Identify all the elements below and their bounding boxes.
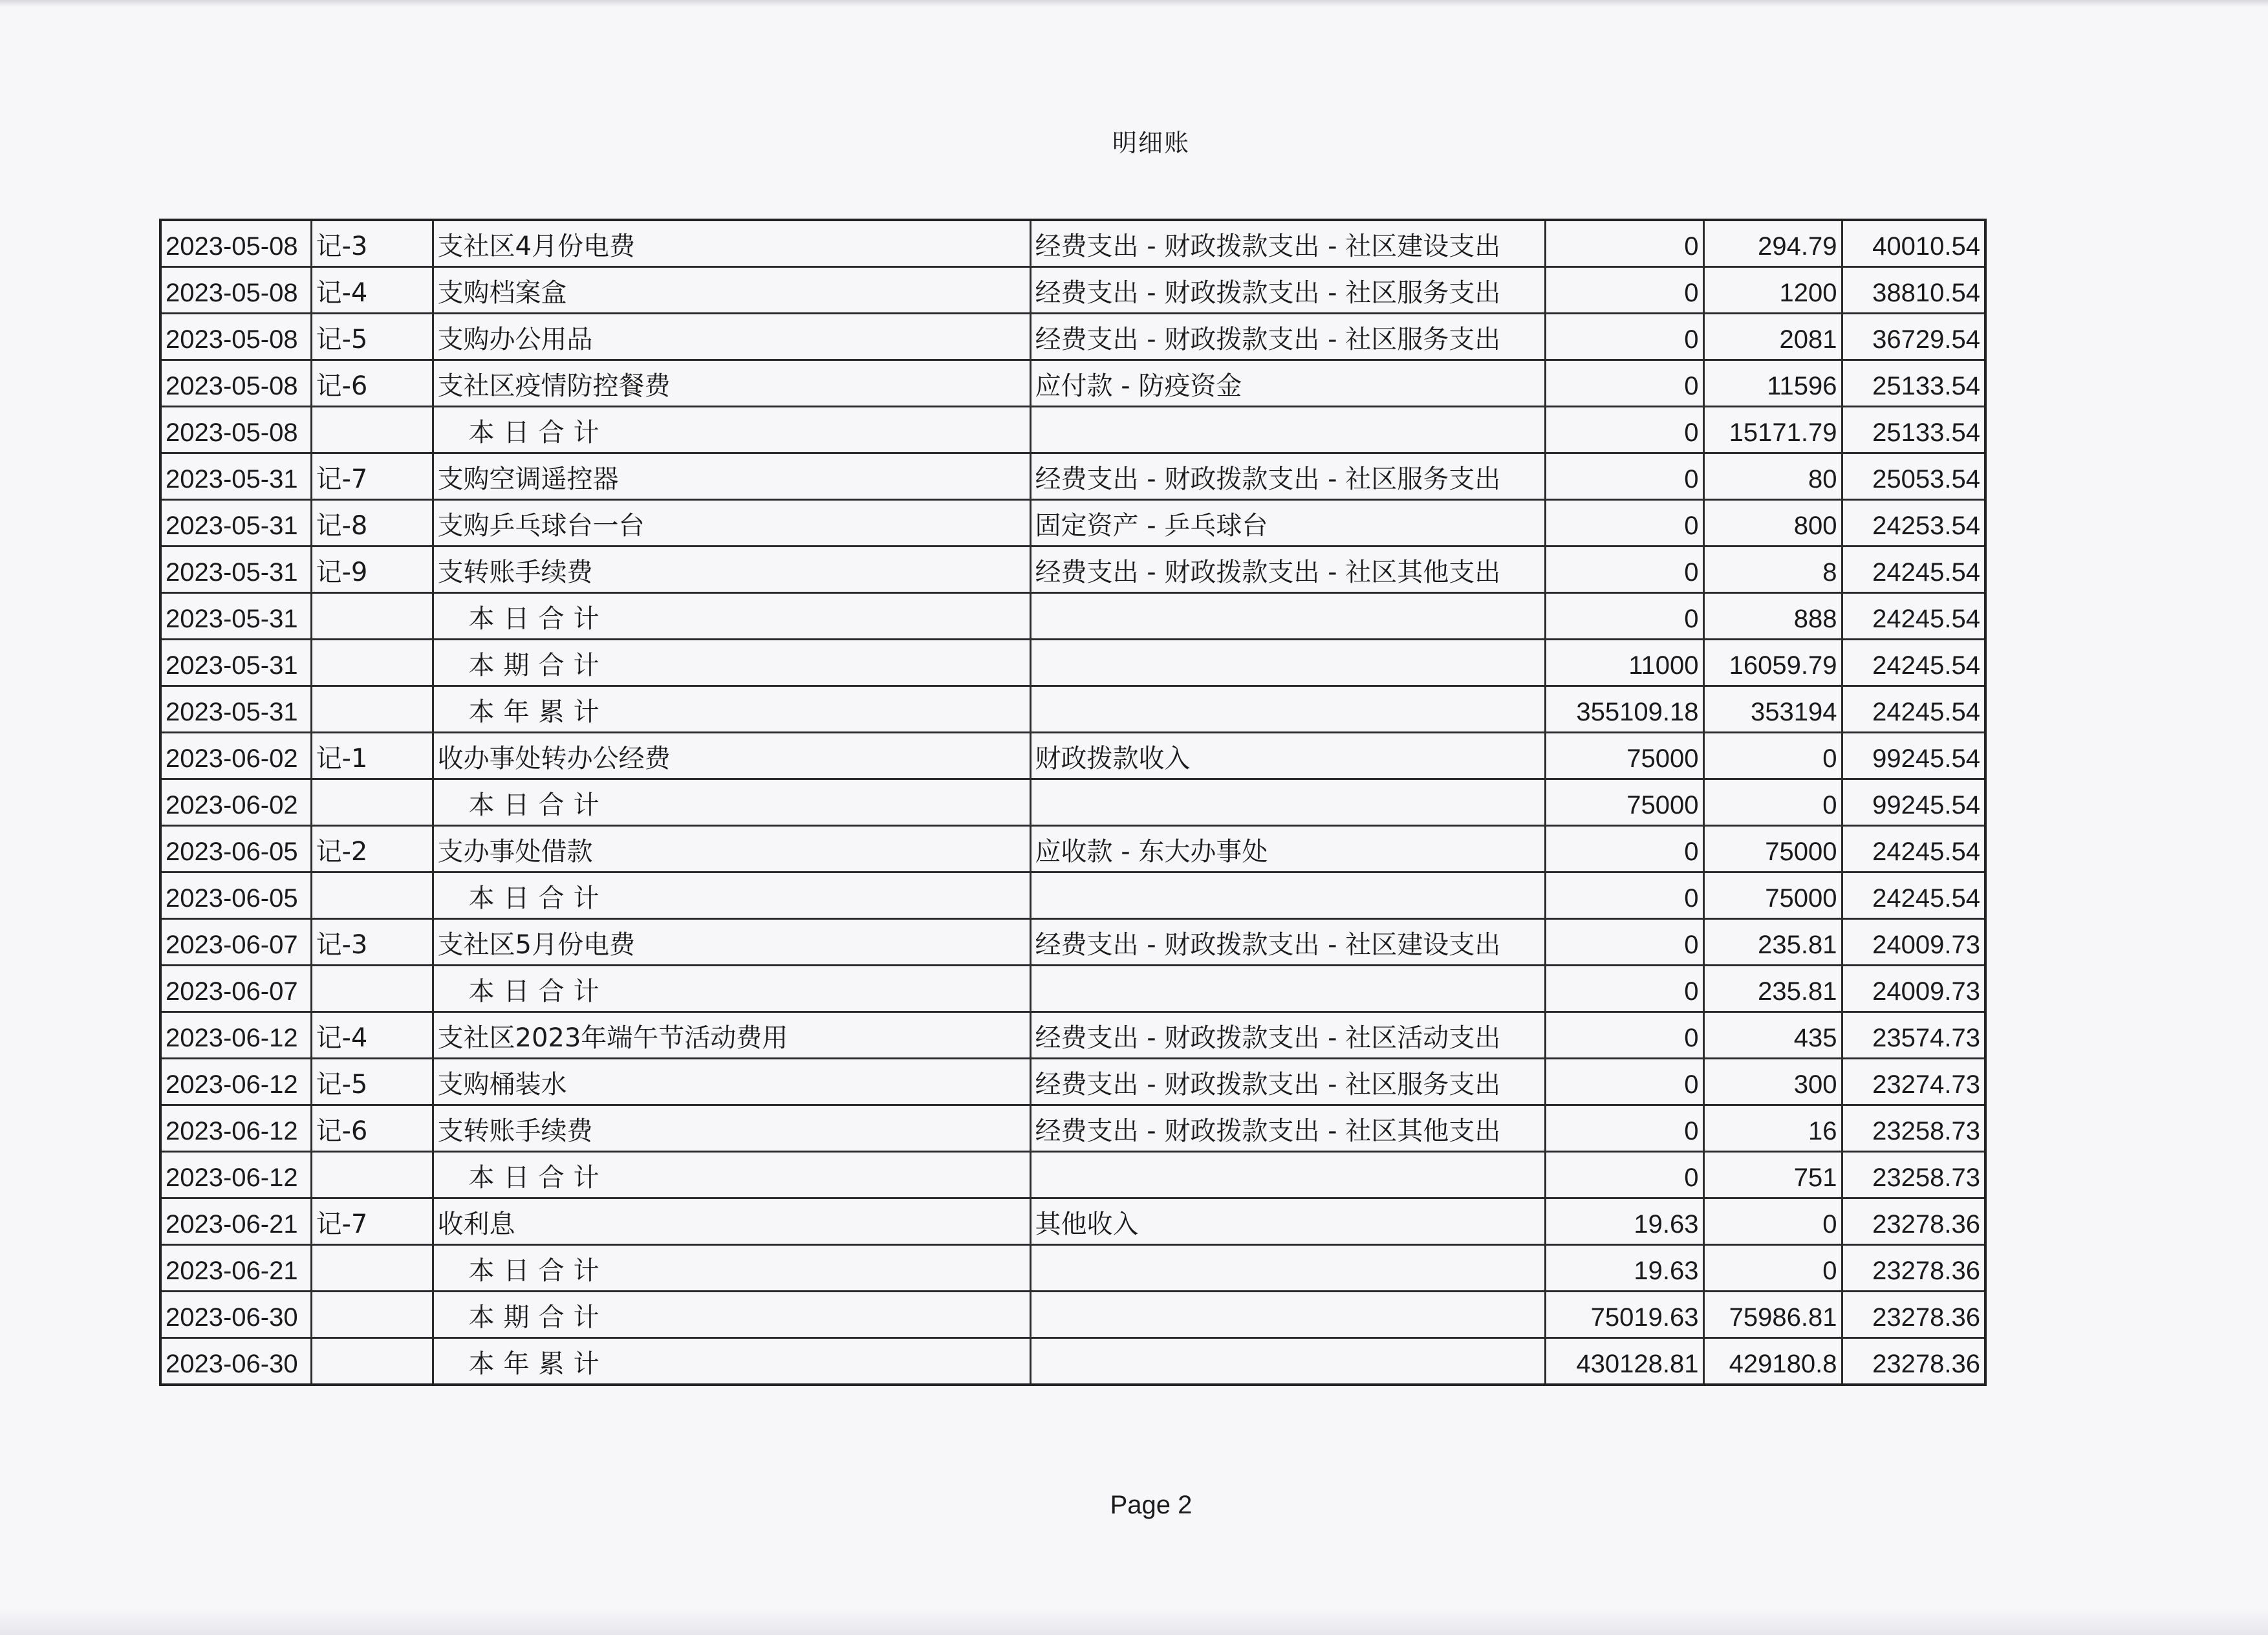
scan-edge-top	[0, 0, 2268, 6]
account-cell	[1030, 872, 1545, 919]
summary-cell: 本日合计	[433, 407, 1030, 453]
balance-cell: 99245.54	[1842, 733, 1985, 779]
table-row	[160, 267, 1985, 314]
debit-cell: 0	[1545, 966, 1703, 1012]
balance-cell: 23258.73	[1842, 1152, 1985, 1198]
total-row	[160, 1152, 1985, 1198]
credit-cell: 75000	[1703, 872, 1842, 919]
date-cell: 2023-06-12	[160, 1152, 311, 1198]
voucher-cell	[311, 640, 433, 686]
credit-cell: 16	[1703, 1105, 1842, 1152]
account-cell	[1030, 779, 1545, 826]
debit-cell: 0	[1545, 1105, 1703, 1152]
balance-cell: 23278.36	[1842, 1245, 1985, 1292]
credit-cell: 300	[1703, 1059, 1842, 1105]
summary-cell: 本日合计	[433, 1245, 1030, 1292]
table-row	[160, 1059, 1985, 1105]
voucher-cell: 记-7	[311, 1198, 433, 1245]
account-cell	[1030, 686, 1545, 733]
debit-cell: 0	[1545, 593, 1703, 640]
summary-cell: 支社区5月份电费	[433, 919, 1030, 966]
account-cell: 财政拨款收入	[1030, 733, 1545, 779]
summary-cell: 支转账手续费	[433, 547, 1030, 593]
table-row	[160, 1105, 1985, 1152]
table-row	[160, 1198, 1985, 1245]
total-row	[160, 593, 1985, 640]
voucher-cell: 记-3	[311, 220, 433, 267]
table-row	[160, 360, 1985, 407]
debit-cell: 75019.63	[1545, 1292, 1703, 1338]
voucher-cell: 记-3	[311, 919, 433, 966]
voucher-cell: 记-4	[311, 1012, 433, 1059]
summary-cell: 支购空调遥控器	[433, 453, 1030, 500]
account-cell: 经费支出 - 财政拨款支出 - 社区服务支出	[1030, 267, 1545, 314]
account-cell: 应收款 - 东大办事处	[1030, 826, 1545, 872]
account-cell: 经费支出 - 财政拨款支出 - 社区其他支出	[1030, 547, 1545, 593]
credit-cell: 75000	[1703, 826, 1842, 872]
credit-cell: 15171.79	[1703, 407, 1842, 453]
debit-cell: 0	[1545, 826, 1703, 872]
summary-cell: 本日合计	[433, 1152, 1030, 1198]
balance-cell: 23278.36	[1842, 1198, 1985, 1245]
account-cell: 经费支出 - 财政拨款支出 - 社区建设支出	[1030, 919, 1545, 966]
scan-edge-bottom	[0, 1609, 2268, 1635]
date-cell: 2023-05-31	[160, 453, 311, 500]
credit-cell: 235.81	[1703, 966, 1842, 1012]
account-cell: 固定资产 - 乒乓球台	[1030, 500, 1545, 547]
account-cell: 经费支出 - 财政拨款支出 - 社区服务支出	[1030, 453, 1545, 500]
date-cell: 2023-06-12	[160, 1105, 311, 1152]
debit-cell: 19.63	[1545, 1245, 1703, 1292]
debit-cell: 0	[1545, 220, 1703, 267]
date-cell: 2023-05-31	[160, 500, 311, 547]
summary-cell: 支社区2023年端午节活动费用	[433, 1012, 1030, 1059]
credit-cell: 888	[1703, 593, 1842, 640]
account-cell: 经费支出 - 财政拨款支出 - 社区建设支出	[1030, 220, 1545, 267]
debit-cell: 0	[1545, 314, 1703, 360]
credit-cell: 1200	[1703, 267, 1842, 314]
date-cell: 2023-05-08	[160, 407, 311, 453]
credit-cell: 0	[1703, 733, 1842, 779]
account-cell	[1030, 966, 1545, 1012]
voucher-cell	[311, 1338, 433, 1385]
total-row	[160, 1292, 1985, 1338]
account-cell	[1030, 1245, 1545, 1292]
account-cell: 经费支出 - 财政拨款支出 - 社区服务支出	[1030, 314, 1545, 360]
debit-cell: 0	[1545, 453, 1703, 500]
balance-cell: 25133.54	[1842, 360, 1985, 407]
voucher-cell: 记-4	[311, 267, 433, 314]
voucher-cell	[311, 966, 433, 1012]
voucher-cell	[311, 686, 433, 733]
credit-cell: 0	[1703, 1245, 1842, 1292]
account-cell: 经费支出 - 财政拨款支出 - 社区活动支出	[1030, 1012, 1545, 1059]
balance-cell: 24245.54	[1842, 686, 1985, 733]
date-cell: 2023-06-30	[160, 1292, 311, 1338]
account-cell	[1030, 407, 1545, 453]
account-cell: 其他收入	[1030, 1198, 1545, 1245]
table-row	[160, 733, 1985, 779]
table-row	[160, 500, 1985, 547]
account-cell	[1030, 640, 1545, 686]
account-cell	[1030, 593, 1545, 640]
debit-cell: 19.63	[1545, 1198, 1703, 1245]
debit-cell: 355109.18	[1545, 686, 1703, 733]
table-row	[160, 826, 1985, 872]
table-row	[160, 220, 1985, 267]
total-row	[160, 966, 1985, 1012]
balance-cell: 24253.54	[1842, 500, 1985, 547]
balance-cell: 24245.54	[1842, 593, 1985, 640]
balance-cell: 40010.54	[1842, 220, 1985, 267]
date-cell: 2023-05-31	[160, 547, 311, 593]
voucher-cell	[311, 872, 433, 919]
table-row	[160, 547, 1985, 593]
debit-cell: 0	[1545, 872, 1703, 919]
ledger-body	[160, 220, 1985, 1385]
total-row	[160, 640, 1985, 686]
account-cell	[1030, 1152, 1545, 1198]
summary-cell: 支办事处借款	[433, 826, 1030, 872]
table-row	[160, 1012, 1985, 1059]
debit-cell: 11000	[1545, 640, 1703, 686]
date-cell: 2023-05-31	[160, 593, 311, 640]
summary-cell: 收办事处转办公经费	[433, 733, 1030, 779]
summary-cell: 本期合计	[433, 640, 1030, 686]
credit-cell: 11596	[1703, 360, 1842, 407]
voucher-cell: 记-2	[311, 826, 433, 872]
date-cell: 2023-05-08	[160, 314, 311, 360]
summary-cell: 收利息	[433, 1198, 1030, 1245]
balance-cell: 25133.54	[1842, 407, 1985, 453]
summary-cell: 本日合计	[433, 593, 1030, 640]
date-cell: 2023-06-30	[160, 1338, 311, 1385]
total-row	[160, 1245, 1985, 1292]
summary-cell: 本期合计	[433, 1292, 1030, 1338]
voucher-cell: 记-1	[311, 733, 433, 779]
balance-cell: 23278.36	[1842, 1292, 1985, 1338]
summary-cell: 支社区4月份电费	[433, 220, 1030, 267]
date-cell: 2023-05-31	[160, 686, 311, 733]
summary-cell: 支购桶装水	[433, 1059, 1030, 1105]
account-cell: 经费支出 - 财政拨款支出 - 社区其他支出	[1030, 1105, 1545, 1152]
summary-cell: 本日合计	[433, 779, 1030, 826]
account-cell	[1030, 1292, 1545, 1338]
summary-cell: 本日合计	[433, 966, 1030, 1012]
account-cell	[1030, 1338, 1545, 1385]
credit-cell: 235.81	[1703, 919, 1842, 966]
voucher-cell: 记-6	[311, 360, 433, 407]
account-cell: 应付款 - 防疫资金	[1030, 360, 1545, 407]
voucher-cell: 记-5	[311, 314, 433, 360]
debit-cell: 0	[1545, 1059, 1703, 1105]
summary-cell: 本年累计	[433, 1338, 1030, 1385]
credit-cell: 0	[1703, 1198, 1842, 1245]
total-row	[160, 686, 1985, 733]
balance-cell: 25053.54	[1842, 453, 1985, 500]
total-row	[160, 779, 1985, 826]
credit-cell: 353194	[1703, 686, 1842, 733]
date-cell: 2023-05-08	[160, 220, 311, 267]
credit-cell: 8	[1703, 547, 1842, 593]
summary-cell: 支购办公用品	[433, 314, 1030, 360]
credit-cell: 294.79	[1703, 220, 1842, 267]
date-cell: 2023-05-31	[160, 640, 311, 686]
total-row	[160, 1338, 1985, 1385]
balance-cell: 38810.54	[1842, 267, 1985, 314]
balance-cell: 24245.54	[1842, 826, 1985, 872]
voucher-cell: 记-8	[311, 500, 433, 547]
voucher-cell	[311, 779, 433, 826]
credit-cell: 429180.8	[1703, 1338, 1842, 1385]
debit-cell: 0	[1545, 1012, 1703, 1059]
summary-cell: 本日合计	[433, 872, 1030, 919]
table-row	[160, 919, 1985, 966]
balance-cell: 23574.73	[1842, 1012, 1985, 1059]
date-cell: 2023-06-07	[160, 919, 311, 966]
debit-cell: 0	[1545, 1152, 1703, 1198]
account-cell: 经费支出 - 财政拨款支出 - 社区服务支出	[1030, 1059, 1545, 1105]
balance-cell: 23278.36	[1842, 1338, 1985, 1385]
date-cell: 2023-06-05	[160, 872, 311, 919]
date-cell: 2023-06-02	[160, 779, 311, 826]
voucher-cell	[311, 593, 433, 640]
balance-cell: 24245.54	[1842, 547, 1985, 593]
table-row	[160, 314, 1985, 360]
date-cell: 2023-06-21	[160, 1198, 311, 1245]
voucher-cell: 记-7	[311, 453, 433, 500]
document-title: 明细账	[1112, 129, 1190, 157]
voucher-cell	[311, 1292, 433, 1338]
debit-cell: 430128.81	[1545, 1338, 1703, 1385]
balance-cell: 24245.54	[1842, 640, 1985, 686]
date-cell: 2023-06-07	[160, 966, 311, 1012]
ledger-table	[159, 219, 1987, 1386]
debit-cell: 0	[1545, 500, 1703, 547]
date-cell: 2023-05-08	[160, 360, 311, 407]
summary-cell: 支购乒乓球台一台	[433, 500, 1030, 547]
voucher-cell	[311, 1245, 433, 1292]
credit-cell: 800	[1703, 500, 1842, 547]
summary-cell: 本年累计	[433, 686, 1030, 733]
date-cell: 2023-06-12	[160, 1012, 311, 1059]
voucher-cell	[311, 407, 433, 453]
balance-cell: 23274.73	[1842, 1059, 1985, 1105]
total-row	[160, 407, 1985, 453]
debit-cell: 75000	[1545, 733, 1703, 779]
balance-cell: 99245.54	[1842, 779, 1985, 826]
voucher-cell: 记-9	[311, 547, 433, 593]
balance-cell: 24009.73	[1842, 966, 1985, 1012]
debit-cell: 0	[1545, 919, 1703, 966]
date-cell: 2023-06-21	[160, 1245, 311, 1292]
date-cell: 2023-06-05	[160, 826, 311, 872]
credit-cell: 80	[1703, 453, 1842, 500]
summary-cell: 支购档案盒	[433, 267, 1030, 314]
credit-cell: 16059.79	[1703, 640, 1842, 686]
balance-cell: 24009.73	[1842, 919, 1985, 966]
summary-cell: 支社区疫情防控餐费	[433, 360, 1030, 407]
voucher-cell: 记-6	[311, 1105, 433, 1152]
total-row	[160, 872, 1985, 919]
date-cell: 2023-06-02	[160, 733, 311, 779]
credit-cell: 2081	[1703, 314, 1842, 360]
debit-cell: 75000	[1545, 779, 1703, 826]
summary-cell: 支转账手续费	[433, 1105, 1030, 1152]
page-number: Page 2	[1110, 1491, 1193, 1519]
balance-cell: 23258.73	[1842, 1105, 1985, 1152]
debit-cell: 0	[1545, 547, 1703, 593]
voucher-cell	[311, 1152, 433, 1198]
debit-cell: 0	[1545, 360, 1703, 407]
balance-cell: 24245.54	[1842, 872, 1985, 919]
credit-cell: 751	[1703, 1152, 1842, 1198]
debit-cell: 0	[1545, 407, 1703, 453]
credit-cell: 0	[1703, 779, 1842, 826]
table-row	[160, 453, 1985, 500]
credit-cell: 435	[1703, 1012, 1842, 1059]
debit-cell: 0	[1545, 267, 1703, 314]
credit-cell: 75986.81	[1703, 1292, 1842, 1338]
date-cell: 2023-06-12	[160, 1059, 311, 1105]
date-cell: 2023-05-08	[160, 267, 311, 314]
balance-cell: 36729.54	[1842, 314, 1985, 360]
voucher-cell: 记-5	[311, 1059, 433, 1105]
